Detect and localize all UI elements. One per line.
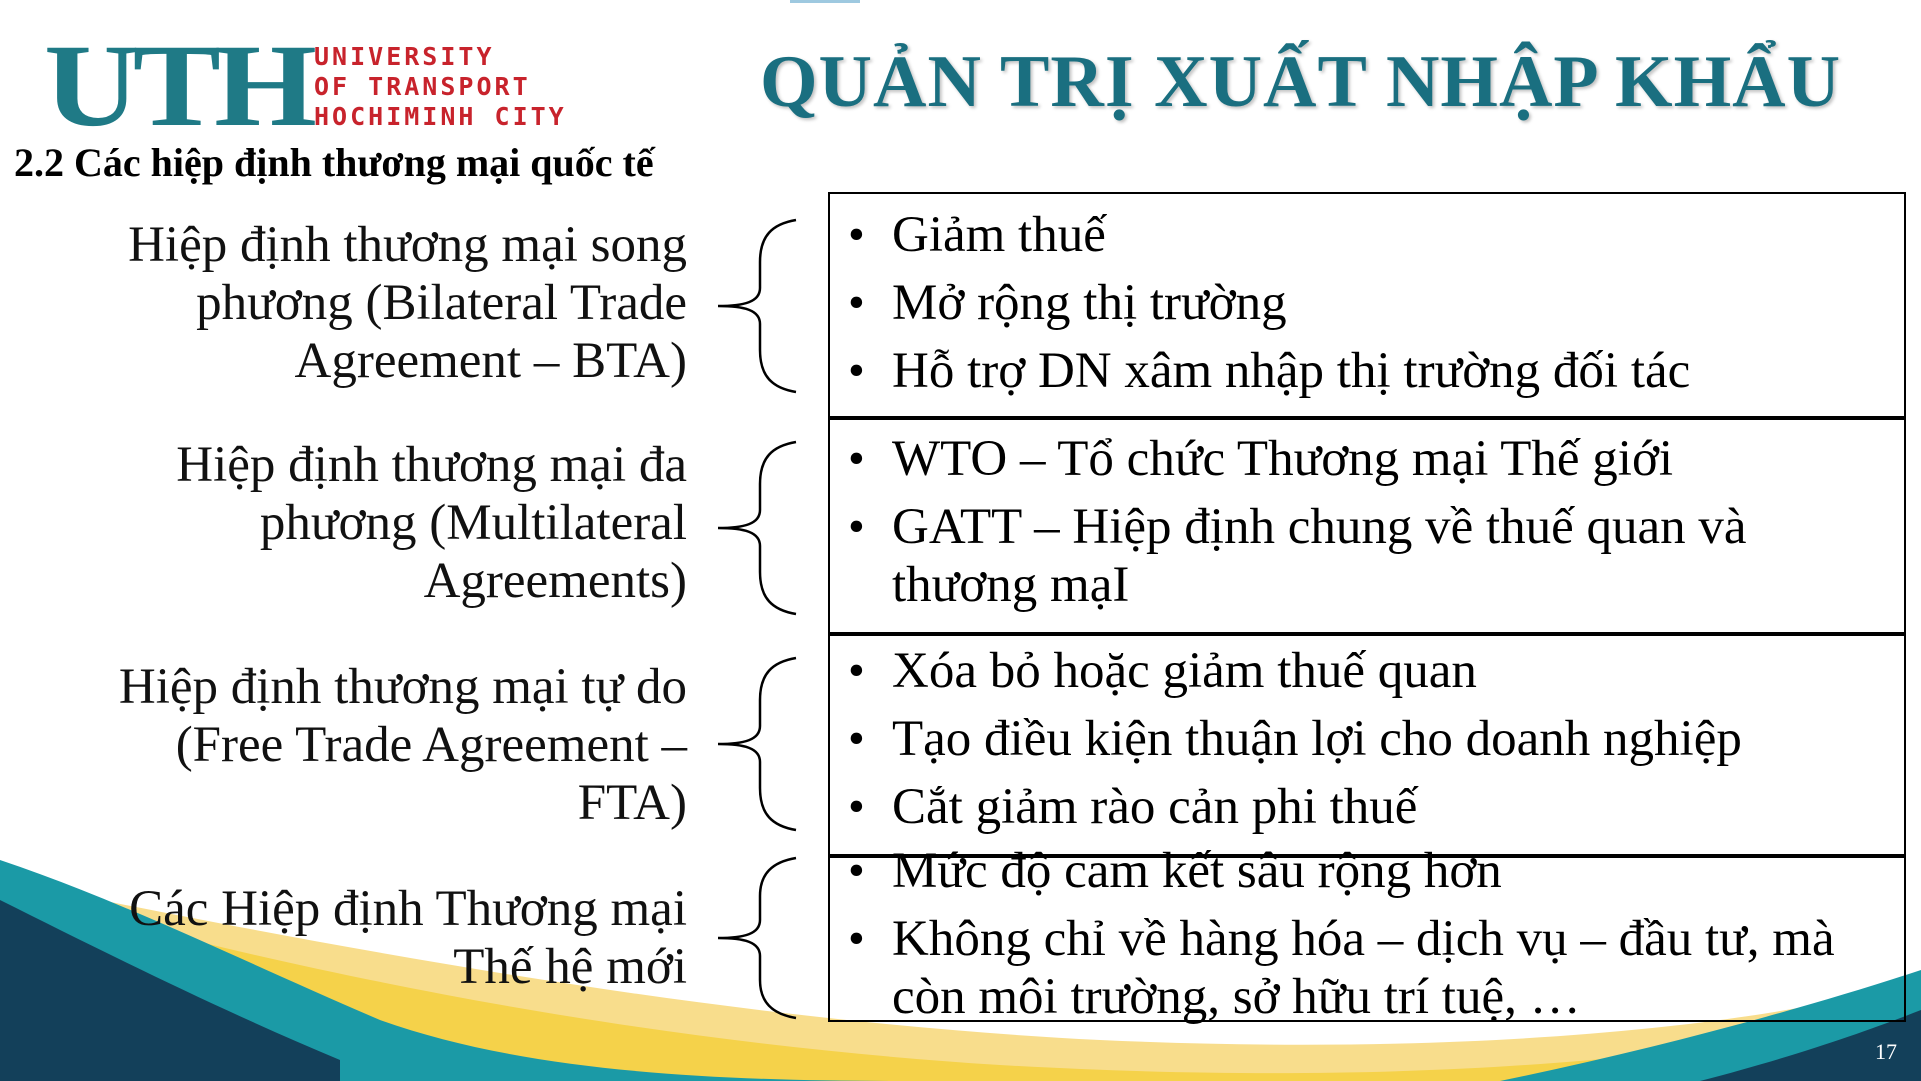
- box-new-generation: [828, 843, 1906, 1025]
- brace-fta: [716, 656, 800, 832]
- brace-new-generation: [716, 856, 800, 1020]
- bullet-bta-2: • Mở rộng thị trường: [830, 274, 1904, 332]
- label-new-generation: Các Hiệp định Thương mại Thế hệ mới: [129, 881, 687, 995]
- top-accent-line: [790, 0, 860, 3]
- box-fta: [828, 634, 1906, 856]
- brace-bta: [716, 218, 800, 394]
- bullet-multilateral-2: • GATT – Hiệp định chung về thuế quan và thương mạI: [830, 498, 1904, 614]
- label-bta: Hiệp định thương mại song phương (Bilateral Trade Agreement – BTA): [128, 217, 687, 389]
- brace-multilateral: [716, 440, 800, 616]
- logo-line-university: UNIVERSITY: [314, 42, 495, 71]
- bullet-fta-1: • Xóa bỏ hoặc giảm thuế quan: [830, 642, 1904, 700]
- bullet-bta-1: • Giảm thuế: [830, 206, 1904, 264]
- bullet-new-generation-1: • Mức độ cam kết sâu rộng hơn: [830, 842, 1904, 900]
- logo-line-city: HOCHIMINH CITY: [314, 102, 567, 131]
- label-multilateral: Hiệp định thương mại đa phương (Multilateral Agreements): [176, 437, 687, 609]
- box-bta: [828, 192, 1906, 418]
- bullet-new-generation-2: • Không chỉ về hàng hóa – dịch vụ – đầu tư, mà còn môi trường, sở hữu trí tuệ, …: [830, 910, 1904, 1026]
- logo-line-transport: OF TRANSPORT: [314, 72, 531, 101]
- bullet-fta-2: • Tạo điều kiện thuận lợi cho doanh nghiệp: [830, 710, 1904, 768]
- uth-logo: [44, 20, 634, 151]
- section-heading: 2.2 Các hiệp định thương mại quốc tế: [14, 140, 654, 185]
- slide-title: QUẢN TRỊ XUẤT NHẬP KHẨU: [760, 41, 1842, 123]
- page-number: 17: [1875, 1039, 1897, 1064]
- logo-text: [314, 42, 567, 132]
- box-multilateral: [828, 418, 1906, 634]
- label-fta: Hiệp định thương mại tự do (Free Trade Agreement – FTA): [118, 659, 687, 831]
- logo-mark: UTH: [44, 20, 311, 151]
- bullet-bta-3: • Hỗ trợ DN xâm nhập thị trường đối tác: [830, 342, 1904, 400]
- bullet-multilateral-1: • WTO – Tổ chức Thương mại Thế giới: [830, 430, 1904, 488]
- bullet-fta-3: • Cắt giảm rào cản phi thuế: [830, 778, 1904, 836]
